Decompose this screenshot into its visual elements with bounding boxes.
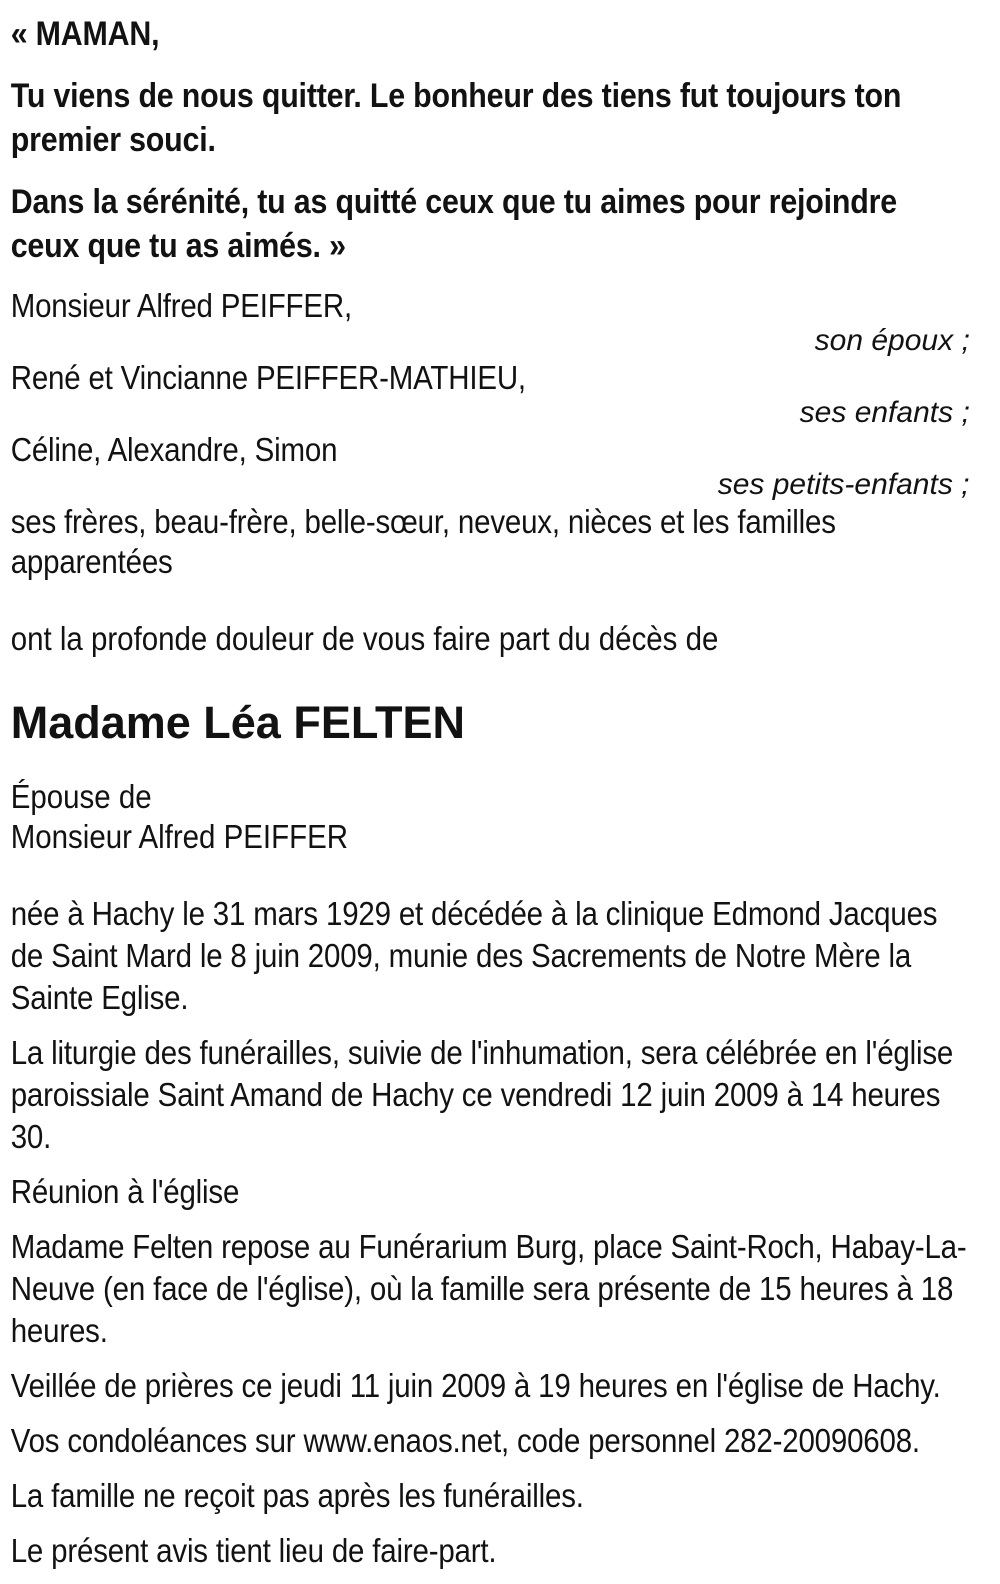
epitaph-line-1: Tu viens de nous quitter. Le bonheur des tiens fut toujours ton premier souci.: [10, 77, 902, 159]
epitaph-line-2: Dans la sérénité, tu as quitté ceux que tu aimes pour rejoindre ceux que tu as aimés. »: [10, 183, 897, 265]
notice-line: Le présent avis tient lieu de faire-part.: [10, 1532, 497, 1569]
mourner-relation: [11, 398, 970, 428]
mourner-names: René et Vincianne PEIFFER-MATHIEU,: [10, 359, 526, 396]
funeral-details: [11, 893, 970, 1572]
vigil-paragraph: Veillée de prières ce jeudi 11 juin 2009 à 19 heures en l'église de Hachy.: [10, 1367, 941, 1404]
liturgy-paragraph: La liturgie des funérailles, suivie de l'inhumation, sera célébrée en l'église paroissiale Saint Amand de Hachy ce vendredi 12 juin 2009 à 14 heures 30.: [10, 1034, 954, 1155]
mourner-names: Monsieur Alfred PEIFFER,: [10, 287, 352, 324]
announcement-line: ont la profonde douleur de vous faire part du décès de: [10, 620, 719, 657]
deceased-name-heading: [11, 696, 970, 749]
mourner-relation-text: ses enfants ;: [799, 396, 970, 429]
condolences-paragraph: Vos condoléances sur www.enaos.net, code personnel 282-20090608.: [10, 1422, 920, 1459]
spouse-intro-line: Épouse de: [10, 778, 152, 815]
mourner-names: ses frères, beau-frère, belle-sœur, neveux, nièces et les familles apparentées: [10, 503, 836, 580]
mourners-list: [11, 286, 970, 582]
spouse-block: [11, 777, 970, 857]
funerarium-paragraph: Madame Felten repose au Funérarium Burg, place Saint-Roch, Habay-La-Neuve (en face de l'église), où la famille sera présente de 15 heures à 18 heures.: [10, 1228, 967, 1349]
mourner-relation: [11, 326, 970, 356]
mourner-relation: [11, 470, 970, 500]
mourner-group-extended-family: [11, 502, 970, 582]
church-meeting-line: Réunion à l'église: [10, 1173, 240, 1210]
mourner-names: Céline, Alexandre, Simon: [10, 431, 338, 468]
mourner-group-spouse: [11, 286, 970, 356]
deceased-name-text: Madame Léa FELTEN: [10, 697, 466, 748]
epitaph-line-opening: « MAMAN,: [10, 15, 160, 53]
mourner-group-grandchildren: [11, 430, 970, 500]
spouse-name-line: Monsieur Alfred PEIFFER: [10, 818, 349, 855]
mourner-relation-text: ses petits-enfants ;: [717, 468, 970, 501]
no-reception-line: La famille ne reçoit pas après les funérailles.: [10, 1477, 584, 1514]
epitaph-quote: [11, 12, 970, 268]
birth-death-paragraph: née à Hachy le 31 mars 1929 et décédée à la clinique Edmond Jacques de Saint Mard le 8 juin 2009, munie des Sacrements de Notre Mère la Sainte Eglise.: [10, 895, 938, 1016]
mourner-group-children: [11, 358, 970, 428]
mourner-relation-text: son époux ;: [814, 324, 970, 357]
